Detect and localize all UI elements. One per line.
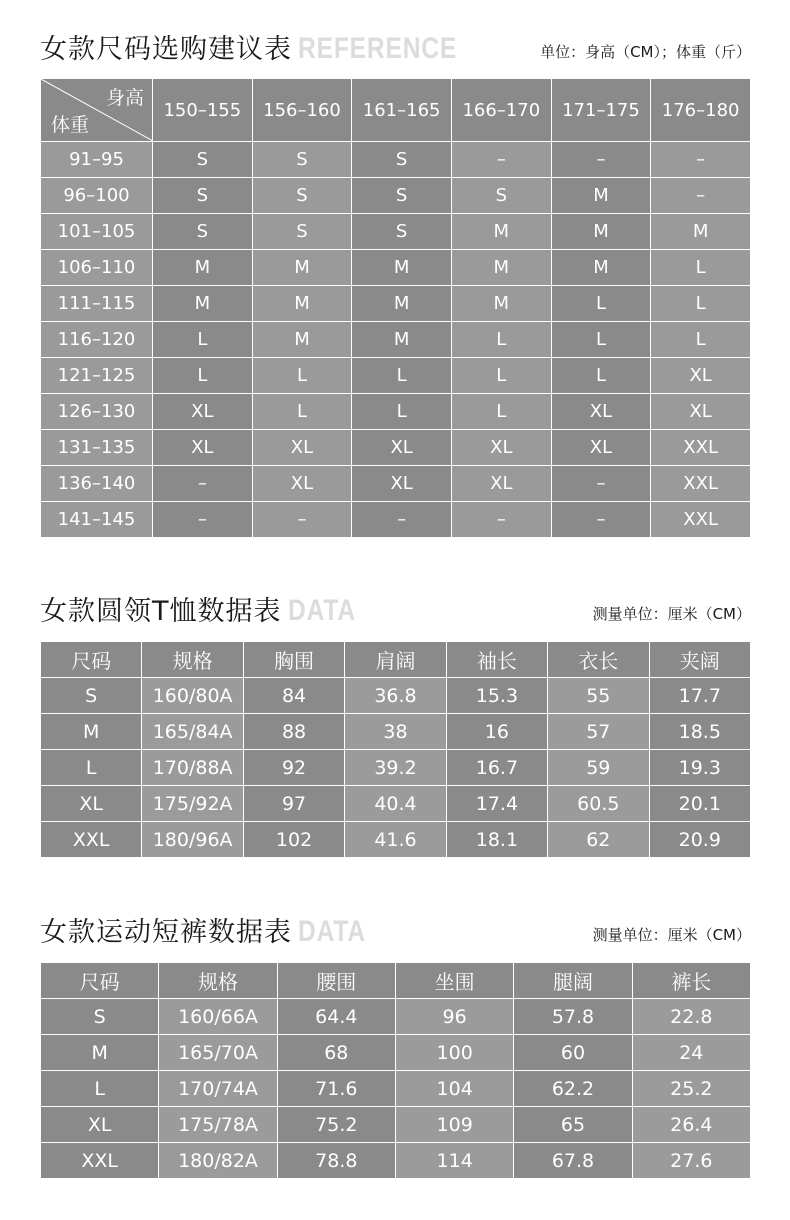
size-cell: L <box>252 358 352 394</box>
table-row <box>41 178 751 214</box>
table-cell: 20.9 <box>649 822 750 858</box>
table-cell: 19.3 <box>649 750 750 786</box>
table-row <box>41 358 751 394</box>
table-cell: 160/80A <box>142 678 243 714</box>
reference-header <box>40 28 751 72</box>
table-cell: 16.7 <box>446 750 547 786</box>
table-cell: L <box>41 1071 159 1107</box>
table-cell: 75.2 <box>277 1107 395 1143</box>
size-cell: XL <box>153 430 253 466</box>
size-cell: – <box>153 466 253 502</box>
table-cell: XL <box>41 786 142 822</box>
table-cell: 18.1 <box>446 822 547 858</box>
size-cell: M <box>252 286 352 322</box>
tshirt-unit: 测量单位：厘米（CM） <box>592 605 751 623</box>
size-cell: M <box>551 250 651 286</box>
size-cell: L <box>352 394 452 430</box>
size-cell: XXL <box>651 430 751 466</box>
table-row <box>41 394 751 430</box>
size-cell: XL <box>153 394 253 430</box>
column-header: 肩阔 <box>345 642 446 678</box>
size-cell: – <box>551 142 651 178</box>
table-cell: 92 <box>243 750 344 786</box>
table-cell: 24 <box>632 1035 750 1071</box>
weight-range-cell: 141–145 <box>41 502 153 538</box>
height-range-header: 176–180 <box>651 79 751 142</box>
table-cell: XL <box>41 1107 159 1143</box>
size-cell: XL <box>651 358 751 394</box>
size-cell: – <box>551 502 651 538</box>
table-cell: 62 <box>548 822 649 858</box>
table-cell: 26.4 <box>632 1107 750 1143</box>
table-cell: 16 <box>446 714 547 750</box>
weight-range-cell: 116–120 <box>41 322 153 358</box>
table-cell: 175/78A <box>159 1107 277 1143</box>
size-cell: L <box>153 358 253 394</box>
size-cell: L <box>551 358 651 394</box>
column-header: 规格 <box>142 642 243 678</box>
weight-range-cell: 96–100 <box>41 178 153 214</box>
table-cell: 20.1 <box>649 786 750 822</box>
tshirt-header-row <box>41 642 751 678</box>
size-cell: – <box>551 466 651 502</box>
table-cell: S <box>41 678 142 714</box>
size-cell: M <box>451 250 551 286</box>
tshirt-size-table <box>40 641 751 858</box>
size-cell: L <box>551 286 651 322</box>
table-cell: 55 <box>548 678 649 714</box>
table-cell: 41.6 <box>345 822 446 858</box>
height-range-header: 161–165 <box>352 79 452 142</box>
size-cell: M <box>551 178 651 214</box>
table-row <box>41 822 751 858</box>
table-row <box>41 502 751 538</box>
size-cell: XL <box>252 466 352 502</box>
table-cell: 180/96A <box>142 822 243 858</box>
size-cell: M <box>153 286 253 322</box>
table-cell: 59 <box>548 750 649 786</box>
size-cell: – <box>352 502 452 538</box>
weight-range-cell: 136–140 <box>41 466 153 502</box>
size-cell: L <box>252 394 352 430</box>
size-cell: XL <box>352 466 452 502</box>
table-cell: 114 <box>395 1143 513 1179</box>
size-cell: – <box>651 142 751 178</box>
table-cell: 62.2 <box>514 1071 632 1107</box>
size-cell: S <box>252 214 352 250</box>
table-cell: 64.4 <box>277 999 395 1035</box>
column-header: 坐围 <box>395 963 513 999</box>
table-cell: 96 <box>395 999 513 1035</box>
size-cell: XL <box>551 394 651 430</box>
reference-header-row <box>41 79 751 142</box>
size-cell: S <box>153 214 253 250</box>
table-cell: 57 <box>548 714 649 750</box>
table-row <box>41 678 751 714</box>
table-cell: 17.4 <box>446 786 547 822</box>
size-cell: S <box>352 178 452 214</box>
table-cell: 60.5 <box>548 786 649 822</box>
size-cell: L <box>451 394 551 430</box>
shorts-header <box>40 911 751 955</box>
table-cell: 88 <box>243 714 344 750</box>
table-row <box>41 322 751 358</box>
shorts-ghost-text: DATA <box>298 915 366 948</box>
size-cell: M <box>252 250 352 286</box>
table-cell: 170/88A <box>142 750 243 786</box>
table-row <box>41 1143 751 1179</box>
height-range-header: 166–170 <box>451 79 551 142</box>
table-cell: 102 <box>243 822 344 858</box>
column-header: 规格 <box>159 963 277 999</box>
table-cell: 160/66A <box>159 999 277 1035</box>
table-cell: 60 <box>514 1035 632 1071</box>
size-cell: XL <box>451 466 551 502</box>
table-cell: 97 <box>243 786 344 822</box>
reference-section <box>40 28 751 538</box>
table-row <box>41 1071 751 1107</box>
table-row <box>41 786 751 822</box>
weight-range-cell: 111–115 <box>41 286 153 322</box>
table-cell: 84 <box>243 678 344 714</box>
height-range-header: 156–160 <box>252 79 352 142</box>
table-cell: 109 <box>395 1107 513 1143</box>
table-cell: 170/74A <box>159 1071 277 1107</box>
size-cell: S <box>352 142 452 178</box>
corner-cell <box>41 79 153 142</box>
weight-range-cell: 106–110 <box>41 250 153 286</box>
table-cell: 39.2 <box>345 750 446 786</box>
column-header: 腰围 <box>277 963 395 999</box>
table-cell: XXL <box>41 1143 159 1179</box>
table-row <box>41 250 751 286</box>
table-cell: 78.8 <box>277 1143 395 1179</box>
table-row <box>41 466 751 502</box>
size-cell: M <box>352 286 452 322</box>
shorts-body <box>41 999 751 1179</box>
shorts-title: 女款运动短裤数据表 DATA <box>40 915 366 948</box>
table-row <box>41 750 751 786</box>
size-cell: L <box>651 250 751 286</box>
table-row <box>41 1035 751 1071</box>
size-cell: M <box>451 214 551 250</box>
table-cell: 25.2 <box>632 1071 750 1107</box>
table-cell: 175/92A <box>142 786 243 822</box>
table-row <box>41 1107 751 1143</box>
table-cell: 36.8 <box>345 678 446 714</box>
table-cell: 57.8 <box>514 999 632 1035</box>
column-header: 夹阔 <box>649 642 750 678</box>
tshirt-body <box>41 678 751 858</box>
weight-range-cell: 126–130 <box>41 394 153 430</box>
column-header: 尺码 <box>41 642 142 678</box>
size-cell: L <box>153 322 253 358</box>
size-cell: L <box>651 286 751 322</box>
size-cell: L <box>451 358 551 394</box>
size-cell: M <box>352 322 452 358</box>
size-cell: M <box>153 250 253 286</box>
table-row <box>41 430 751 466</box>
column-header: 胸围 <box>243 642 344 678</box>
column-header: 尺码 <box>41 963 159 999</box>
table-cell: 22.8 <box>632 999 750 1035</box>
weight-range-cell: 101–105 <box>41 214 153 250</box>
size-cell: L <box>551 322 651 358</box>
table-cell: M <box>41 714 142 750</box>
size-cell: M <box>551 214 651 250</box>
table-cell: 100 <box>395 1035 513 1071</box>
shorts-section <box>40 911 751 1179</box>
column-header: 腿阔 <box>514 963 632 999</box>
table-row <box>41 999 751 1035</box>
size-cell: S <box>352 214 452 250</box>
shorts-header-row <box>41 963 751 999</box>
size-cell: S <box>252 178 352 214</box>
size-cell: S <box>153 142 253 178</box>
size-cell: XL <box>651 394 751 430</box>
size-cell: XXL <box>651 502 751 538</box>
table-cell: 18.5 <box>649 714 750 750</box>
size-cell: XL <box>551 430 651 466</box>
table-cell: L <box>41 750 142 786</box>
size-cell: – <box>153 502 253 538</box>
corner-weight-label: 体重 <box>51 114 90 136</box>
size-cell: – <box>651 178 751 214</box>
table-cell: 67.8 <box>514 1143 632 1179</box>
size-cell: M <box>651 214 751 250</box>
table-cell: 40.4 <box>345 786 446 822</box>
size-cell: – <box>451 502 551 538</box>
size-cell: XXL <box>651 466 751 502</box>
height-range-header: 171–175 <box>551 79 651 142</box>
table-cell: 180/82A <box>159 1143 277 1179</box>
size-cell: L <box>651 322 751 358</box>
tshirt-ghost-text: DATA <box>287 594 356 627</box>
table-row <box>41 286 751 322</box>
table-row <box>41 714 751 750</box>
table-cell: 68 <box>277 1035 395 1071</box>
column-header: 衣长 <box>548 642 649 678</box>
table-cell: 27.6 <box>632 1143 750 1179</box>
size-cell: M <box>451 286 551 322</box>
shorts-size-table <box>40 962 751 1179</box>
table-cell: 165/84A <box>142 714 243 750</box>
size-cell: XL <box>352 430 452 466</box>
height-range-header: 150–155 <box>153 79 253 142</box>
table-cell: 104 <box>395 1071 513 1107</box>
tshirt-section <box>40 590 751 858</box>
size-cell: M <box>252 322 352 358</box>
size-cell: M <box>352 250 452 286</box>
size-reference-table <box>40 78 751 538</box>
tshirt-title: 女款圆领T恤数据表 DATA <box>40 594 356 627</box>
size-cell: XL <box>451 430 551 466</box>
table-cell: 165/70A <box>159 1035 277 1071</box>
size-cell: S <box>252 142 352 178</box>
weight-range-cell: 121–125 <box>41 358 153 394</box>
reference-title: 女款尺码选购建议表 REFERENCE <box>40 32 458 65</box>
size-cell: S <box>451 178 551 214</box>
table-cell: S <box>41 999 159 1035</box>
size-cell: S <box>153 178 253 214</box>
table-cell: 38 <box>345 714 446 750</box>
tshirt-header <box>40 590 751 634</box>
table-cell: 65 <box>514 1107 632 1143</box>
size-cell: XL <box>252 430 352 466</box>
table-cell: 71.6 <box>277 1071 395 1107</box>
table-cell: M <box>41 1035 159 1071</box>
size-cell: – <box>451 142 551 178</box>
column-header: 袖长 <box>446 642 547 678</box>
weight-range-cell: 91–95 <box>41 142 153 178</box>
table-cell: XXL <box>41 822 142 858</box>
reference-body <box>41 142 751 538</box>
table-row <box>41 142 751 178</box>
weight-range-cell: 131–135 <box>41 430 153 466</box>
table-cell: 15.3 <box>446 678 547 714</box>
size-cell: – <box>252 502 352 538</box>
size-cell: L <box>451 322 551 358</box>
reference-ghost-text: REFERENCE <box>298 32 458 65</box>
size-cell: L <box>352 358 452 394</box>
reference-unit: 单位：身高（CM）；体重（斤） <box>540 43 751 61</box>
table-cell: 17.7 <box>649 678 750 714</box>
table-row <box>41 214 751 250</box>
corner-height-label: 身高 <box>105 87 144 109</box>
shorts-unit: 测量单位：厘米（CM） <box>592 926 751 944</box>
column-header: 裤长 <box>632 963 750 999</box>
